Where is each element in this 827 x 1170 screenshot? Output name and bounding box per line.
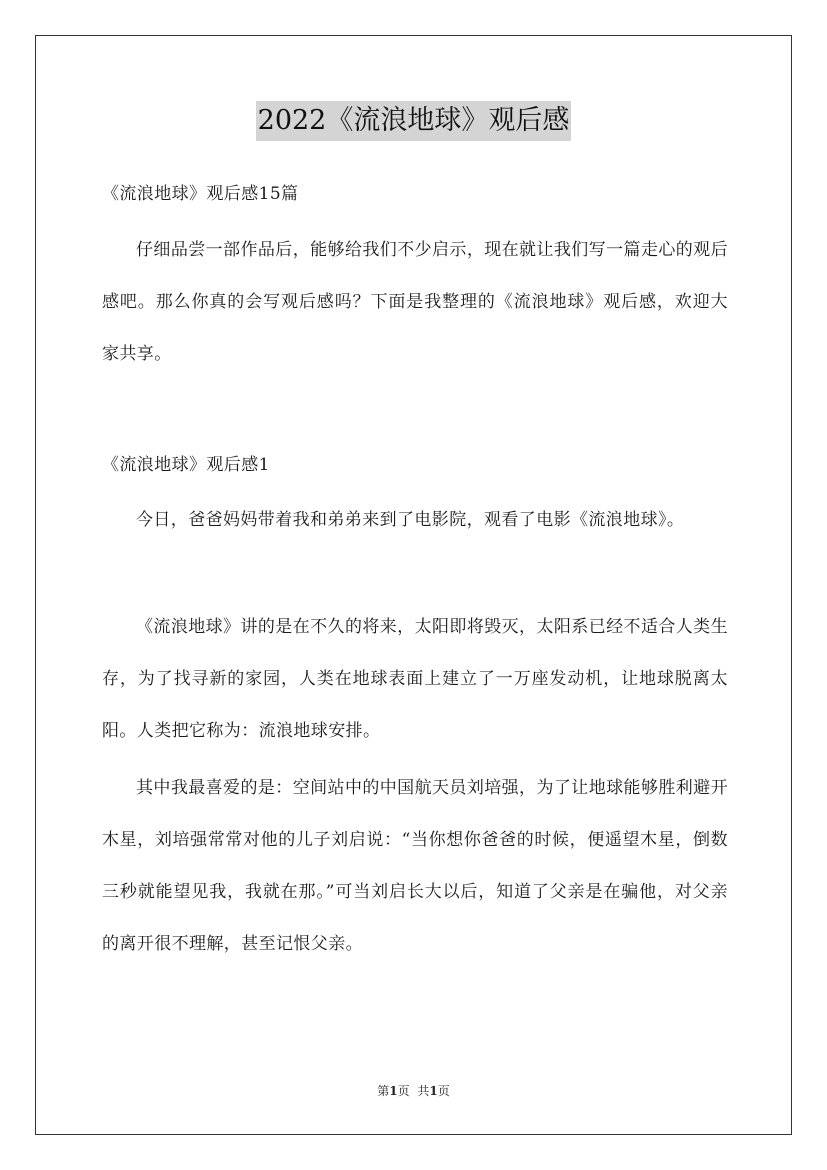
footer-page-current: 1 — [389, 1084, 398, 1098]
title-container — [0, 101, 827, 141]
body-paragraph-1: 今日，爸爸妈妈带着我和弟弟来到了电影院，观看了电影《流浪地球》。 — [136, 510, 685, 530]
footer-page-prefix: 第 — [377, 1084, 390, 1098]
document-subtitle: 《流浪地球》观后感15篇 — [102, 184, 299, 204]
body-paragraph-3: 其中我最喜爱的是：空间站中的中国航天员刘培强，为了让地球能够胜利避开木星，刘培强常常对他的儿子刘启说：“当你想你爸爸的时候，便遥望木星，倒数三秒就能望见我，我就在那。”可当刘启长大以后，知道了父亲是在骗他，对父亲的离开很不理解，甚至记恨父亲。 — [102, 778, 728, 954]
document-title: 2022《流浪地球》观后感 — [256, 101, 572, 141]
footer-page-total: 1 — [429, 1084, 438, 1098]
footer-page-suffix: 页 — [397, 1084, 410, 1098]
section-heading: 《流浪地球》观后感1 — [102, 455, 270, 475]
page-footer — [0, 1083, 827, 1099]
footer-total-prefix: 共 — [417, 1084, 430, 1098]
footer-total-suffix: 页 — [437, 1084, 450, 1098]
body-paragraph-2: 《流浪地球》讲的是在不久的将来，太阳即将毁灭，太阳系已经不适合人类生存，为了找寻新的家园，人类在地球表面上建立了一万座发动机，让地球脱离太阳。人类把它称为：流浪地球安排。 — [102, 617, 728, 741]
intro-paragraph: 仔细品尝一部作品后，能够给我们不少启示，现在就让我们写一篇走心的观后感吧。那么你真的会写观后感吗？下面是我整理的《流浪地球》观后感，欢迎大家共享。 — [102, 240, 728, 364]
